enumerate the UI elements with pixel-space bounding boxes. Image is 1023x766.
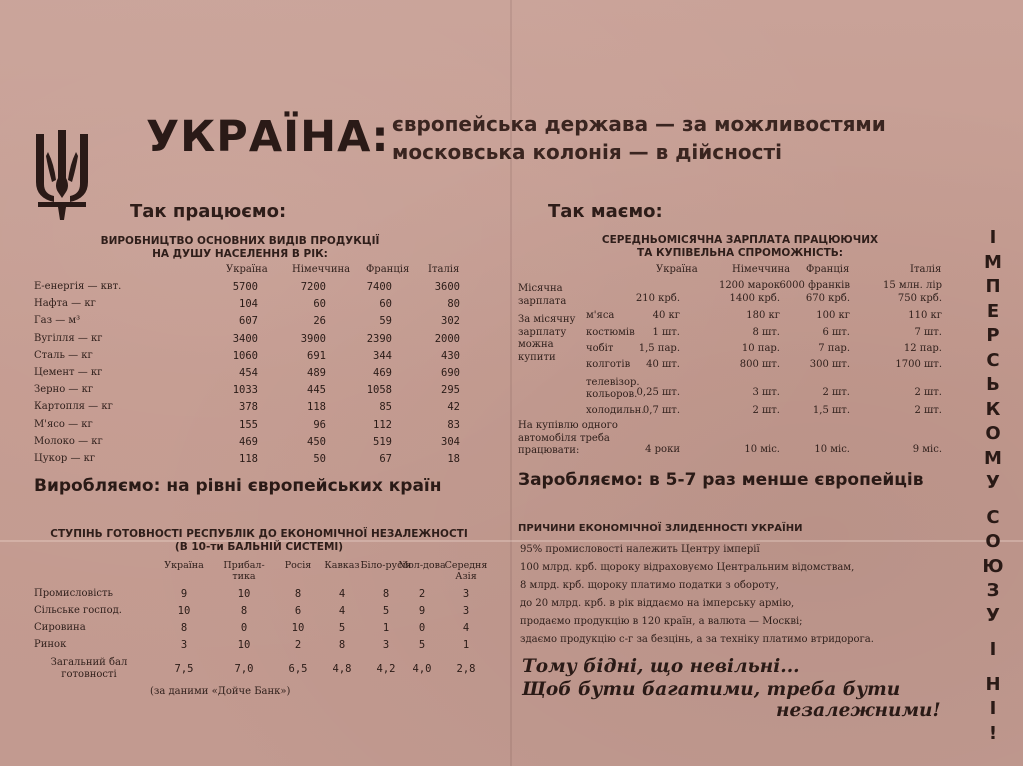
wage-car-label: На купівлю одного автомобіля треба працювати: [518, 420, 618, 456]
readiness-row-label: Сільське господ. [34, 605, 122, 616]
readiness-col-header: Біло-русія [360, 560, 412, 571]
production-col-ukraine: Україна [226, 264, 268, 275]
wage-item-value: 12 пар. [903, 343, 942, 354]
production-cell: 344 [373, 349, 392, 362]
production-col-france: Франція [366, 264, 410, 275]
readiness-cell: 1 [382, 622, 390, 634]
production-cell: 469 [373, 367, 392, 379]
readiness-cell: 7,5 [174, 663, 194, 675]
readiness-cell: 10 [291, 622, 305, 634]
vertical-banner-letter: С [986, 349, 1000, 371]
production-cell: 59 [379, 315, 392, 328]
wage-monthly-value: 210 крб. [635, 293, 680, 304]
wage-item-value: 300 шт. [809, 359, 850, 370]
wage-item-label: телевізор. кольоров. [586, 377, 640, 400]
vertical-banner-letter: У [986, 472, 1000, 493]
readiness-cell: 3 [462, 588, 470, 600]
wage-item-value: 2 шт. [822, 387, 850, 398]
production-cell: 155 [239, 418, 258, 431]
readiness-cell: 2 [418, 588, 426, 600]
readiness-col-header: Україна [164, 560, 204, 571]
production-cell: 50 [313, 453, 326, 465]
wage-col-ukraine: Україна [656, 264, 698, 275]
wage-monthly-label: Місячна зарплата [518, 283, 567, 307]
vertical-banner-letter: Ю [982, 555, 1004, 577]
cause-line: до 20 млрд. крб. в рік віддаємо на імперську армію, [520, 598, 795, 609]
wage-item-value: 2 шт. [914, 387, 942, 398]
wage-item-value: 2 шт. [914, 405, 942, 416]
wage-item-value: 6 шт. [822, 327, 850, 338]
wage-item-value: 180 кг [746, 310, 780, 321]
wage-item-value: 1,5 шт. [812, 405, 850, 416]
readiness-cell: 5 [382, 605, 390, 617]
vertical-banner-letter: П [985, 276, 1001, 297]
production-row-label: Картопля — кг [34, 401, 113, 413]
readiness-cell: 5 [338, 622, 346, 634]
wage-col-france: Франція [806, 264, 850, 275]
wage-item-value: 800 шт. [739, 359, 780, 370]
wage-item-value: 2 шт. [752, 405, 780, 416]
production-cell: 2000 [434, 332, 460, 345]
vertical-banner-letter: Н [985, 673, 1001, 695]
production-row-label: Вугілля — кг [34, 332, 103, 344]
production-cell: 3600 [434, 281, 460, 293]
production-cell: 430 [441, 349, 460, 362]
wage-item-value: 1 шт. [652, 327, 680, 338]
vertical-banner-letter: О [985, 423, 1001, 444]
wage-monthly-value: 670 крб. [805, 293, 850, 304]
readiness-cell: 8 [180, 622, 188, 634]
slogan-line-3: незалежними! [776, 700, 941, 721]
vertical-banner-letter: О [985, 531, 1001, 552]
slogan-line-1: Тому бідні, що невільні... [522, 656, 800, 677]
readiness-cell: 3 [462, 605, 470, 617]
readiness-cell: 3 [382, 639, 390, 651]
wage-item-label: колготів [586, 359, 631, 370]
trident-icon [30, 128, 94, 224]
vertical-banner-letter: Ь [986, 374, 1000, 395]
readiness-row-label: Промисловість [34, 588, 113, 599]
readiness-col-header: Прибал-тика [223, 560, 265, 582]
production-row-label: Цемент — кг [34, 367, 103, 378]
production-cell: 96 [313, 418, 326, 431]
left-conclusion: Виробляємо: на рівні європейських країн [34, 476, 442, 496]
readiness-cell: 9 [418, 605, 426, 617]
production-cell: 118 [307, 401, 326, 414]
readiness-cell: 7,0 [234, 663, 254, 675]
production-cell: 118 [239, 453, 258, 465]
wage-monthly-currency: 6000 франків [779, 280, 850, 291]
readiness-cell: 10 [237, 639, 251, 651]
wage-caption: СЕРЕДНЬОМІСЯЧНА ЗАРПЛАТА ПРАЦЮЮЧИХ ТА КУПІВЕЛЬНА СПРОМОЖНІСТЬ: [601, 234, 879, 259]
causes-title: ПРИЧИНИ ЕКОНОМІЧНОЇ ЗЛИДЕННОСТІ УКРАЇНИ [518, 523, 803, 534]
production-cell: 7200 [300, 281, 326, 293]
right-conclusion: Заробляємо: в 5-7 раз менше європейців [518, 470, 924, 490]
wage-col-italy: Італія [910, 264, 942, 275]
wage-item-value: 40 кг [652, 310, 680, 321]
production-row-label: Цукор — кг [34, 453, 96, 464]
production-cell: 112 [373, 418, 392, 431]
production-cell: 7400 [366, 281, 392, 293]
wage-item-label: костюмів [586, 327, 635, 338]
production-cell: 83 [447, 418, 460, 431]
readiness-col-header: Середня Азія [444, 560, 488, 582]
production-caption: ВИРОБНИЦТВО ОСНОВНИХ ВИДІВ ПРОДУКЦІЇ НА ДУШУ НАСЕЛЕННЯ В РІК: [100, 235, 380, 260]
vertical-banner-letter [980, 663, 1006, 673]
production-cell: 60 [379, 298, 392, 311]
production-cell: 3400 [232, 332, 258, 345]
vertical-banner [980, 226, 1006, 746]
production-cell: 60 [313, 298, 326, 311]
readiness-cell: 9 [180, 588, 188, 600]
production-cell: 1060 [232, 349, 258, 362]
production-cell: 304 [441, 435, 460, 448]
wage-car-value: 9 міс. [912, 444, 942, 455]
readiness-col-header: Кавказ [324, 560, 360, 571]
production-cell: 519 [373, 435, 392, 448]
wage-car-value: 4 роки [645, 444, 680, 455]
readiness-cell: 10 [237, 588, 251, 600]
wage-group-label: За місячну зарплату можна купити [518, 314, 576, 363]
wage-item-value: 0,7 шт. [642, 405, 680, 416]
wage-car-value: 10 міс. [744, 444, 780, 455]
production-cell: 607 [239, 315, 258, 328]
vertical-banner-letter: І [989, 698, 997, 719]
production-cell: 42 [447, 401, 460, 414]
vertical-banner-letter: І [989, 639, 997, 660]
production-cell: 1033 [232, 384, 258, 397]
readiness-row-label: Загальний бал готовності [50, 657, 128, 680]
wage-car-value: 10 міс. [814, 444, 850, 455]
production-row-label: М'ясо — кг [34, 418, 93, 430]
production-cell: 5700 [232, 281, 258, 293]
left-heading: Так працюємо: [130, 201, 287, 222]
readiness-cell: 4,0 [412, 663, 432, 675]
wage-item-value: 1,5 пар. [638, 343, 680, 354]
readiness-col-header: Росія [284, 560, 312, 571]
vertical-banner-letter: У [986, 604, 1000, 626]
readiness-cell: 10 [177, 605, 191, 617]
readiness-cell: 8 [294, 588, 302, 600]
wage-item-value: 3 шт. [752, 387, 780, 398]
production-cell: 3900 [300, 332, 326, 345]
production-cell: 85 [379, 401, 392, 414]
production-cell: 295 [441, 384, 460, 397]
readiness-row-label: Ринок [34, 639, 67, 650]
subtitle-europe: європейська держава — за можливостями [392, 112, 886, 136]
production-cell: 18 [447, 453, 460, 465]
vertical-banner-letter: С [986, 506, 1000, 528]
production-cell: 2390 [366, 332, 392, 345]
readiness-caption: СТУПІНЬ ГОТОВНОСТІ РЕСПУБЛІК ДО ЕКОНОМІЧНОЇ НЕЗАЛЕЖНОСТІ (В 10-ти БАЛЬНІЙ СИСТЕМІ) [50, 528, 468, 553]
production-cell: 691 [307, 349, 326, 362]
cause-line: здаємо продукцію с-г за безцінь, а за техніку платимо втридорога. [520, 634, 874, 645]
readiness-cell: 6 [294, 605, 302, 617]
readiness-cell: 6,5 [288, 663, 308, 675]
wage-monthly-value: 750 крб. [897, 293, 942, 304]
production-row-label: Зерно — кг [34, 384, 94, 396]
cause-line: 100 млрд. крб. щороку відраховуємо Центральним відомствам, [520, 562, 855, 573]
readiness-cell: 0 [240, 622, 248, 634]
wage-item-value: 10 пар. [741, 343, 780, 354]
production-cell: 450 [307, 435, 326, 448]
vertical-banner-letter: М [984, 251, 1002, 273]
vertical-banner-letter: К [985, 398, 1001, 420]
production-cell: 1058 [366, 384, 392, 397]
readiness-cell: 8 [240, 605, 248, 617]
readiness-row-label: Сировина [34, 622, 86, 633]
readiness-cell: 4 [338, 588, 346, 600]
readiness-cell: 3 [180, 639, 188, 651]
vertical-banner-letter: М [984, 447, 1002, 469]
production-cell: 302 [441, 315, 460, 328]
wage-col-germany: Німеччина [732, 264, 791, 275]
wage-item-value: 0,25 шт. [636, 387, 680, 398]
production-cell: 67 [379, 453, 392, 465]
readiness-cell: 5 [418, 639, 426, 651]
vertical-banner-letter: З [986, 580, 1000, 601]
wage-item-value: 8 шт. [752, 327, 780, 338]
readiness-cell: 8 [382, 588, 390, 600]
vertical-banner-letter: Е [986, 300, 1000, 322]
readiness-cell: 0 [418, 622, 426, 634]
vertical-banner-letter [980, 628, 1006, 638]
production-row-label: Нафта — кг [34, 298, 96, 310]
vertical-banner-letter [980, 496, 1006, 506]
wage-item-value: 110 кг [908, 310, 942, 321]
production-cell: 378 [239, 401, 258, 414]
readiness-source: (за даними «Дойче Банк») [150, 686, 291, 697]
right-heading: Так маємо: [548, 201, 663, 222]
production-cell: 469 [239, 435, 258, 448]
wage-item-label: чобіт [586, 343, 614, 354]
production-cell: 80 [447, 298, 460, 311]
production-row-label: Газ — м³ [34, 315, 81, 327]
readiness-cell: 4,2 [376, 663, 396, 675]
wage-item-value: 1700 шт. [895, 359, 942, 370]
production-cell: 104 [239, 298, 258, 311]
readiness-cell: 2 [294, 639, 302, 651]
wage-monthly-currency: 1200 марок [718, 280, 780, 291]
production-cell: 445 [307, 384, 326, 397]
production-cell: 454 [239, 367, 258, 379]
readiness-cell: 2,8 [456, 663, 476, 675]
wage-item-value: 7 пар. [818, 343, 850, 354]
production-row-label: Молоко — кг [34, 435, 103, 447]
wage-item-value: 100 кг [816, 310, 850, 321]
vertical-banner-letter: І [989, 227, 997, 248]
readiness-cell: 1 [462, 639, 470, 651]
vertical-banner-letter: ! [988, 722, 998, 744]
production-row-label: Сталь — кг [34, 349, 93, 361]
readiness-cell: 8 [338, 639, 346, 651]
cause-line: 8 млрд. крб. щороку платимо податки з обороту, [520, 580, 779, 591]
production-col-germany: Німеччина [292, 264, 351, 275]
production-cell: 690 [441, 367, 460, 379]
cause-line: продаємо продукцію в 120 країн, а валюта — Москві; [520, 616, 803, 627]
slogan-line-2: Щоб бути багатими, треба бути [522, 679, 901, 700]
readiness-col-header: Мол-дова [398, 560, 446, 571]
page-title: УКРАЇНА: [146, 112, 390, 162]
wage-item-label: холодильн. [586, 405, 645, 416]
wage-item-value: 7 шт. [914, 327, 942, 338]
subtitle-colony: московська колонія — в дійсності [392, 140, 782, 164]
readiness-cell: 4 [338, 605, 346, 617]
production-cell: 26 [313, 315, 326, 328]
production-row-label: Е-енергія — квт. [34, 281, 122, 292]
production-col-italy: Італія [428, 264, 460, 275]
readiness-cell: 4 [462, 622, 470, 634]
wage-monthly-value: 1400 крб. [729, 293, 780, 304]
wage-item-label: м'яса [586, 310, 615, 321]
wage-monthly-currency: 15 млн. лір [882, 280, 942, 291]
readiness-cell: 4,8 [332, 663, 352, 675]
production-cell: 489 [307, 367, 326, 379]
cause-line: 95% промисловості належить Центру імперії [520, 544, 760, 555]
vertical-banner-letter: Р [986, 325, 1000, 346]
wage-item-value: 40 шт. [646, 359, 680, 370]
